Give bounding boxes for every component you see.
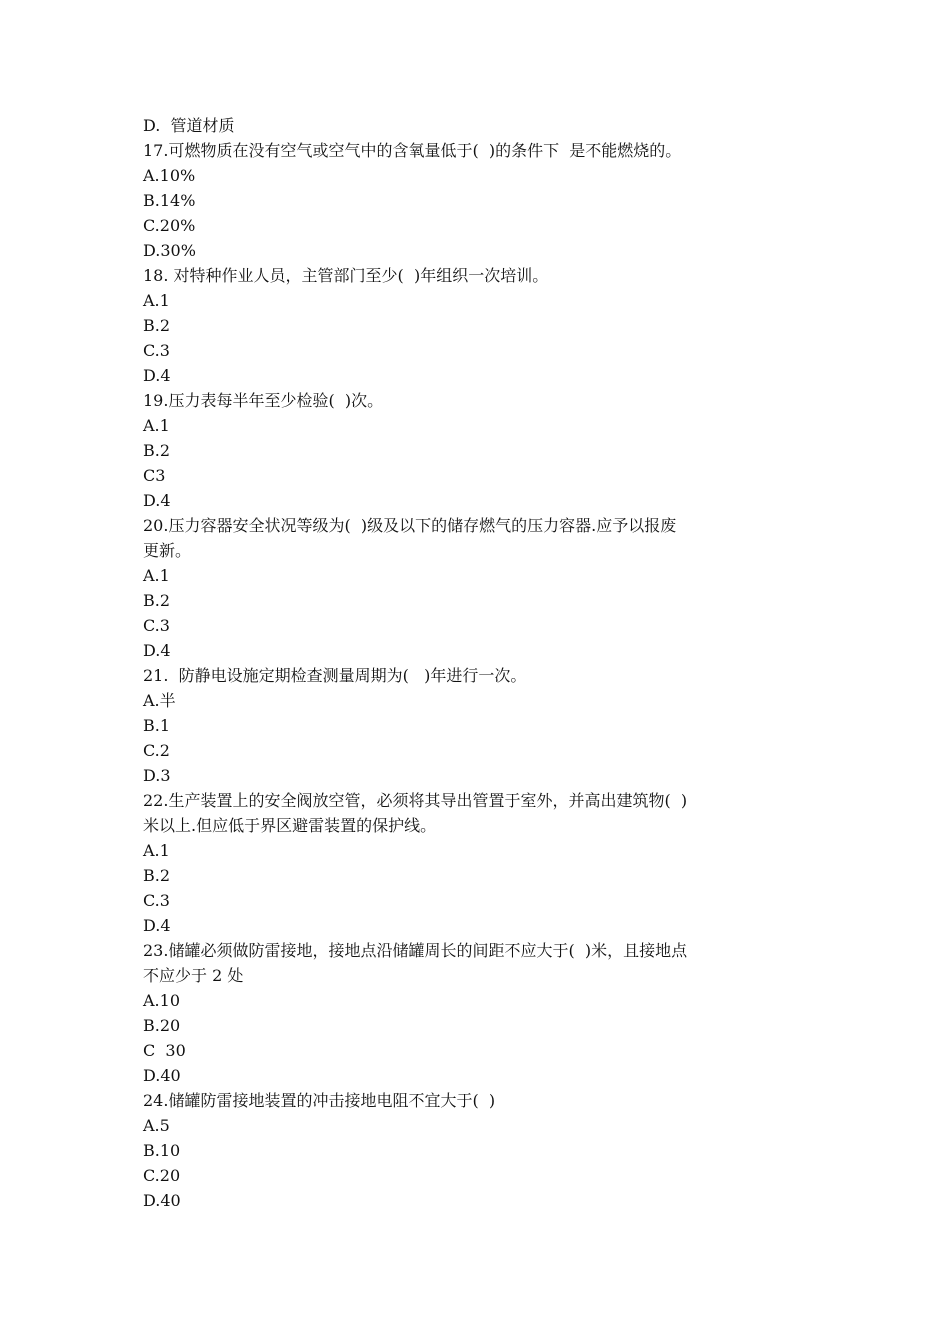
option-line: A.半: [143, 691, 176, 710]
option-line: A.1: [143, 566, 170, 585]
question-24: 24.储罐防雷接地装置的冲击接地电阻不宜大于( ): [143, 1091, 496, 1110]
question-20-continued: 更新。: [143, 541, 192, 560]
option-line: D.4: [143, 491, 171, 510]
option-line: D.4: [143, 641, 171, 660]
question-23: 23.储罐必须做防雷接地，接地点沿储罐周长的间距不应大于( )米，且接地点: [143, 941, 688, 960]
option-line: B.2: [143, 316, 171, 335]
document-body: [143, 113, 823, 1213]
option-line: D.3: [143, 766, 171, 785]
question-20: 20.压力容器安全状况等级为( )级及以下的储存燃气的压力容器.应予以报废: [143, 516, 677, 535]
question-17: 17.可燃物质在没有空气或空气中的含氧量低于( )的条件下 是不能燃烧的。: [143, 141, 682, 160]
option-line: A.10: [143, 991, 180, 1010]
option-line: A.1: [143, 291, 170, 310]
option-line: C.20%: [143, 216, 196, 235]
option-line: C.3: [143, 891, 170, 910]
question-22: 22.生产装置上的安全阀放空管，必须将其导出管置于室外，并高出建筑物( ): [143, 791, 688, 810]
question-23-continued: 不应少于 2 处: [143, 966, 244, 985]
option-line: C.3: [143, 341, 170, 360]
option-line: D.40: [143, 1066, 181, 1085]
option-line: A.1: [143, 841, 170, 860]
option-line: D.4: [143, 916, 171, 935]
option-line: C 30: [143, 1041, 186, 1060]
option-line: A.10%: [143, 166, 196, 185]
option-line: C3: [143, 466, 166, 485]
option-line: B.20: [143, 1016, 181, 1035]
question-21: 21. 防静电设施定期检查测量周期为( )年进行一次。: [143, 666, 527, 685]
option-line: B.1: [143, 716, 171, 735]
question-19: 19.压力表每半年至少检验( )次。: [143, 391, 384, 410]
option-line: B.2: [143, 591, 171, 610]
option-line: B.2: [143, 866, 171, 885]
option-line: D.40: [143, 1191, 181, 1210]
option-line: D.4: [143, 366, 171, 385]
option-line: A.5: [143, 1116, 170, 1135]
question-18: 18. 对特种作业人员，主管部门至少( )年组织一次培训。: [143, 266, 549, 285]
option-line: D.30%: [143, 241, 196, 260]
option-line: B.14%: [143, 191, 196, 210]
option-line: C.20: [143, 1166, 181, 1185]
option-line: B.2: [143, 441, 171, 460]
option-line: C.3: [143, 616, 170, 635]
option-line: D. 管道材质: [143, 116, 235, 135]
question-22-continued: 米以上.但应低于界区避雷装置的保护线。: [143, 816, 437, 835]
option-line: C.2: [143, 741, 170, 760]
option-line: A.1: [143, 416, 170, 435]
option-line: B.10: [143, 1141, 181, 1160]
